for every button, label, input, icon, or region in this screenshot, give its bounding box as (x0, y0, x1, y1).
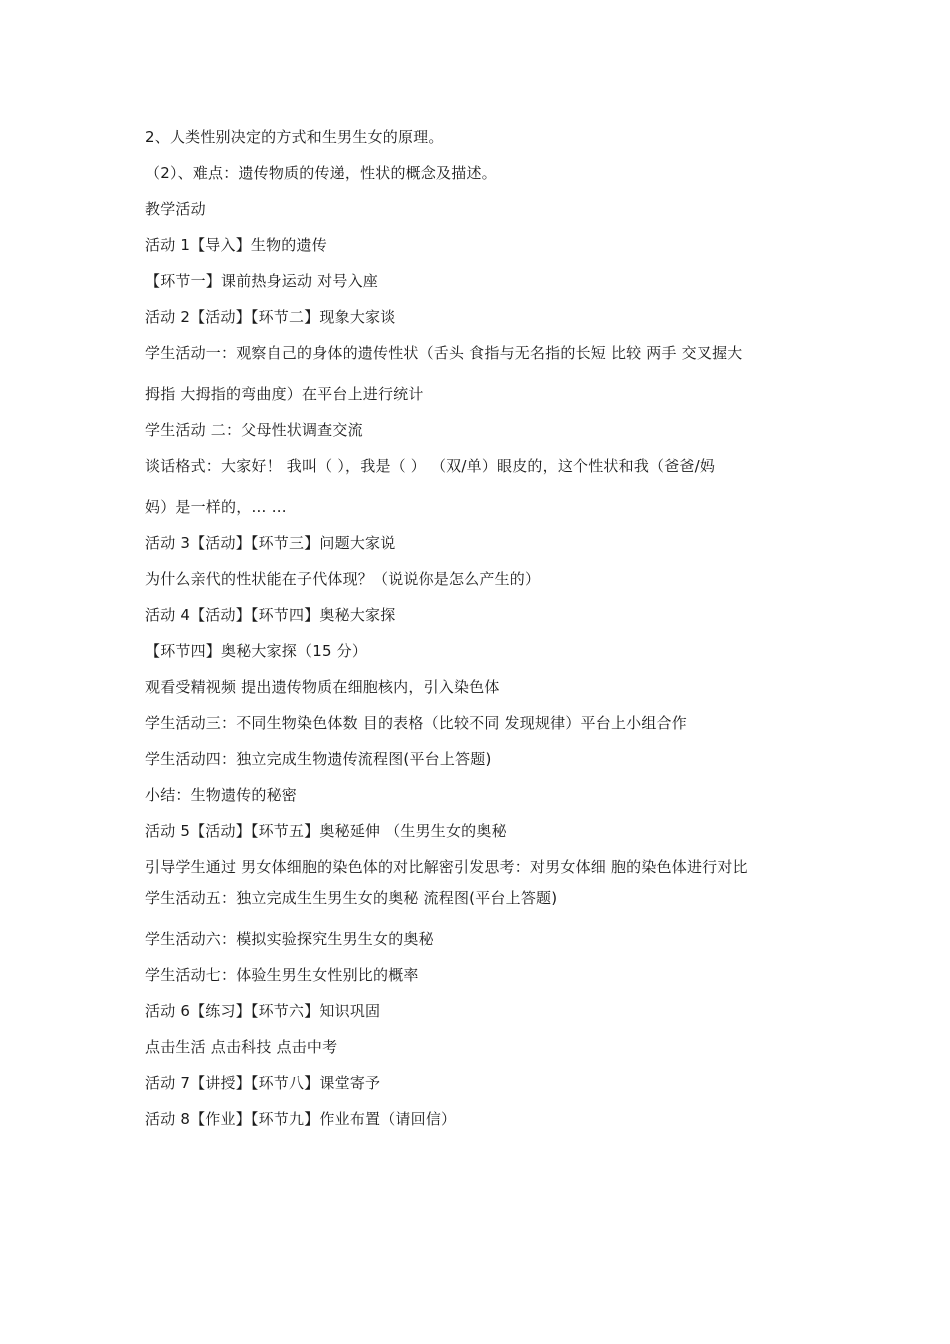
text-line: 学生活动四：独立完成生物遗传流程图(平台上答题) (145, 750, 492, 768)
text-line: 学生活动三：不同生物染色体数 目的表格（比较不同 发现规律）平台上小组合作 (145, 714, 687, 732)
text-line: （2）、难点：遗传物质的传递，性状的概念及描述。 (145, 164, 497, 182)
text-line: 小结：生物遗传的秘密 (145, 786, 298, 804)
text-line: 为什么亲代的性状能在子代体现？（说说你是怎么产生的） (145, 570, 541, 588)
text-line: 教学活动 (145, 200, 206, 218)
text-line: 活动 1【导入】生物的遗传 (145, 236, 327, 254)
text-line: 妈）是一样的，… … (145, 498, 287, 516)
text-line: 学生活动一：观察自己的身体的遗传性状（舌头 食指与无名指的长短 比较 两手 交叉握大 (145, 344, 743, 362)
text-line: 学生活动五：独立完成生生男生女的奥秘 流程图(平台上答题) (145, 889, 558, 907)
text-line: 【环节一】课前热身运动 对号入座 (145, 272, 378, 290)
text-line: 活动 4【活动】【环节四】奥秘大家探 (145, 606, 396, 624)
text-line: 2、人类性别决定的方式和生男生女的原理。 (145, 128, 444, 146)
text-line: 活动 5【活动】【环节五】奥秘延伸 （生男生女的奥秘 (145, 822, 507, 840)
text-line: 活动 2【活动】【环节二】现象大家谈 (145, 308, 396, 326)
text-line: 谈话格式：大家好！ 我叫（ ），我是（ ） （双/单）眼皮的，这个性状和我（爸爸/妈 (145, 457, 716, 475)
text-line: 【环节四】奥秘大家探（15 分） (145, 642, 368, 660)
text-line: 引导学生通过 男女体细胞的染色体的对比解密引发思考：对男女体细 胞的染色体进行对比 (145, 858, 748, 876)
text-line: 拇指 大拇指的弯曲度）在平台上进行统计 (145, 385, 424, 403)
text-line: 点击生活 点击科技 点击中考 (145, 1038, 338, 1056)
text-line: 学生活动六：模拟实验探究生男生女的奥秘 (145, 930, 434, 948)
text-line: 活动 7【讲授】【环节八】课堂寄予 (145, 1074, 381, 1092)
text-line: 活动 8【作业】【环节九】作业布置（请回信） (145, 1110, 457, 1128)
text-line: 学生活动七：体验生男生女性别比的概率 (145, 966, 419, 984)
text-line: 观看受精视频 提出遗传物质在细胞核内，引入染色体 (145, 678, 500, 696)
text-line: 学生活动 二：父母性状调查交流 (145, 421, 363, 439)
text-line: 活动 3【活动】【环节三】问题大家说 (145, 534, 396, 552)
text-line: 活动 6【练习】【环节六】知识巩固 (145, 1002, 381, 1020)
